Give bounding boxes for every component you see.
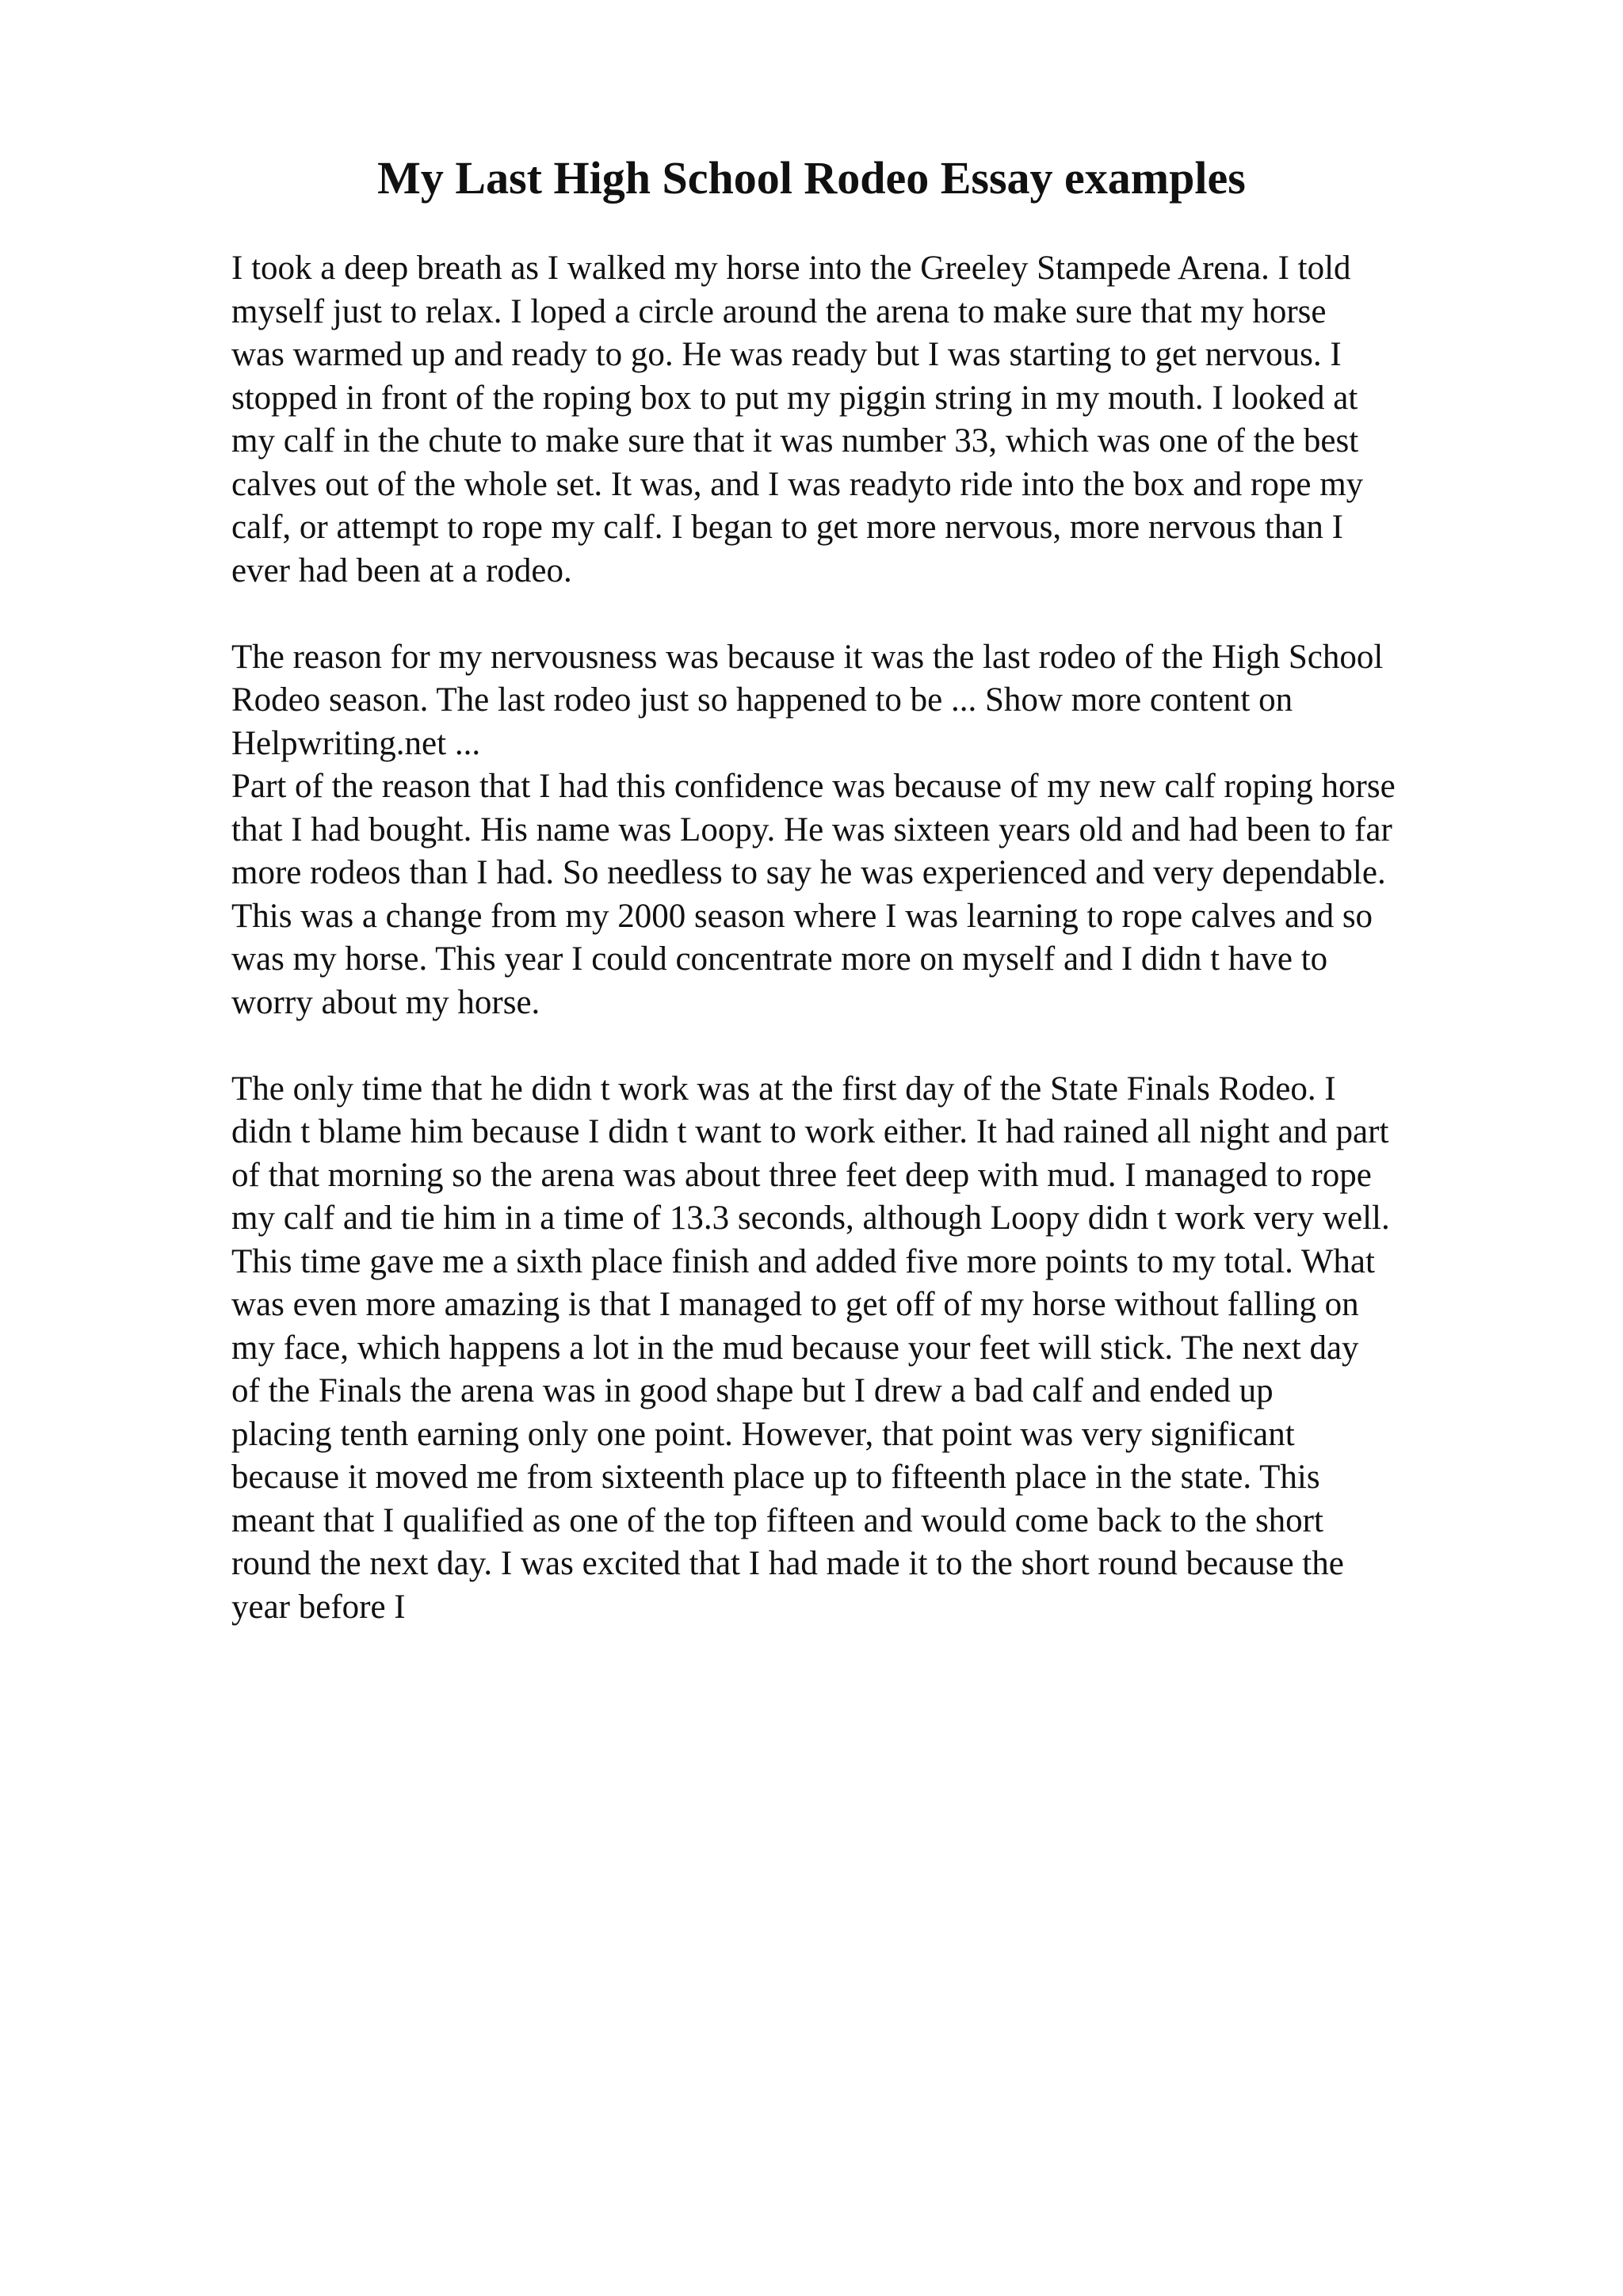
paragraph-1-line: calves out of the whole set. It was, and I was readyto ride into the box and rope my — [231, 465, 1364, 503]
paragraph-2-line: that I had bought. His name was Loopy. He was sixteen years old and had been to far — [231, 810, 1392, 849]
paragraph-3-line: of that morning so the arena was about three feet deep with mud. I managed to rope — [231, 1156, 1372, 1194]
paragraph-1-line: was warmed up and ready to go. He was ready but I was starting to get nervous. I — [231, 336, 1342, 373]
paragraph-3-line: year before I — [231, 1588, 406, 1626]
paragraph-2-line: Part of the reason that I had this confidence was because of my new calf roping horse — [231, 768, 1396, 805]
paragraph-3-line: of the Finals the arena was in good shape but I drew a bad calf and ended up — [231, 1372, 1274, 1409]
paragraph-2-line: Helpwriting.net ... — [231, 724, 481, 762]
document-title: My Last High School Rodeo Essay examples — [377, 152, 1246, 204]
paragraph-2-line: Rodeo season. The last rodeo just so happened to be ... Show more content on — [231, 681, 1293, 719]
paragraph-3-line: The only time that he didn t work was at the first day of the State Finals Rodeo. I — [231, 1070, 1336, 1108]
paragraph-3-line: placing tenth earning only one point. However, that point was very significant — [231, 1415, 1295, 1453]
paragraph-2-line: more rodeos than I had. So needless to say he was experienced and very dependable. — [231, 854, 1386, 891]
paragraph-2-line: The reason for my nervousness was because it was the last rodeo of the High School — [231, 638, 1384, 676]
paragraph-break — [231, 593, 1531, 636]
paragraph-2-line: worry about my horse. — [231, 983, 540, 1021]
paragraph-3-line: because it moved me from sixteenth place up to fifteenth place in the state. This — [231, 1459, 1320, 1496]
paragraph-1-line: my calf in the chute to make sure that it was number 33, which was one of the best — [231, 422, 1359, 460]
paragraph-3-line: my face, which happens a lot in the mud because your feet will stick. The next day — [231, 1329, 1359, 1367]
paragraph-1-line: ever had been at a rodeo. — [231, 551, 572, 589]
paragraph-1-line: I took a deep breath as I walked my horse into the Greeley Stampede Arena. I told — [231, 250, 1351, 287]
paragraph-3-line: my calf and tie him in a time of 13.3 seconds, although Loopy didn t work very well. — [231, 1199, 1390, 1237]
paragraph-1-line: stopped in front of the roping box to put my piggin string in my mouth. I looked at — [231, 379, 1358, 417]
paragraph-3-line: meant that I qualified as one of the top fifteen and would come back to the short — [231, 1501, 1323, 1539]
paragraph-3-line: round the next day. I was excited that I had made it to the short round because the — [231, 1545, 1344, 1582]
paragraph-1-line: calf, or attempt to rope my calf. I began to get more nervous, more nervous than I — [231, 509, 1344, 546]
paragraph-3-line: didn t blame him because I didn t want to work either. It had rained all night and part — [231, 1113, 1389, 1150]
paragraph-break — [231, 1024, 1531, 1068]
paragraph-1-line: myself just to relax. I loped a circle around the arena to make sure that my horse — [231, 292, 1327, 330]
paragraph-3-line: was even more amazing is that I managed to get off of my horse without falling on — [231, 1286, 1359, 1323]
paragraph-2-line: This was a change from my 2000 season where I was learning to rope calves and so — [231, 897, 1373, 935]
document-body — [231, 247, 1531, 1629]
paragraph-2-line: was my horse. This year I could concentrate more on myself and I didn t have to — [231, 940, 1328, 978]
paragraph-3-line: This time gave me a sixth place finish and added five more points to my total. What — [231, 1242, 1375, 1280]
